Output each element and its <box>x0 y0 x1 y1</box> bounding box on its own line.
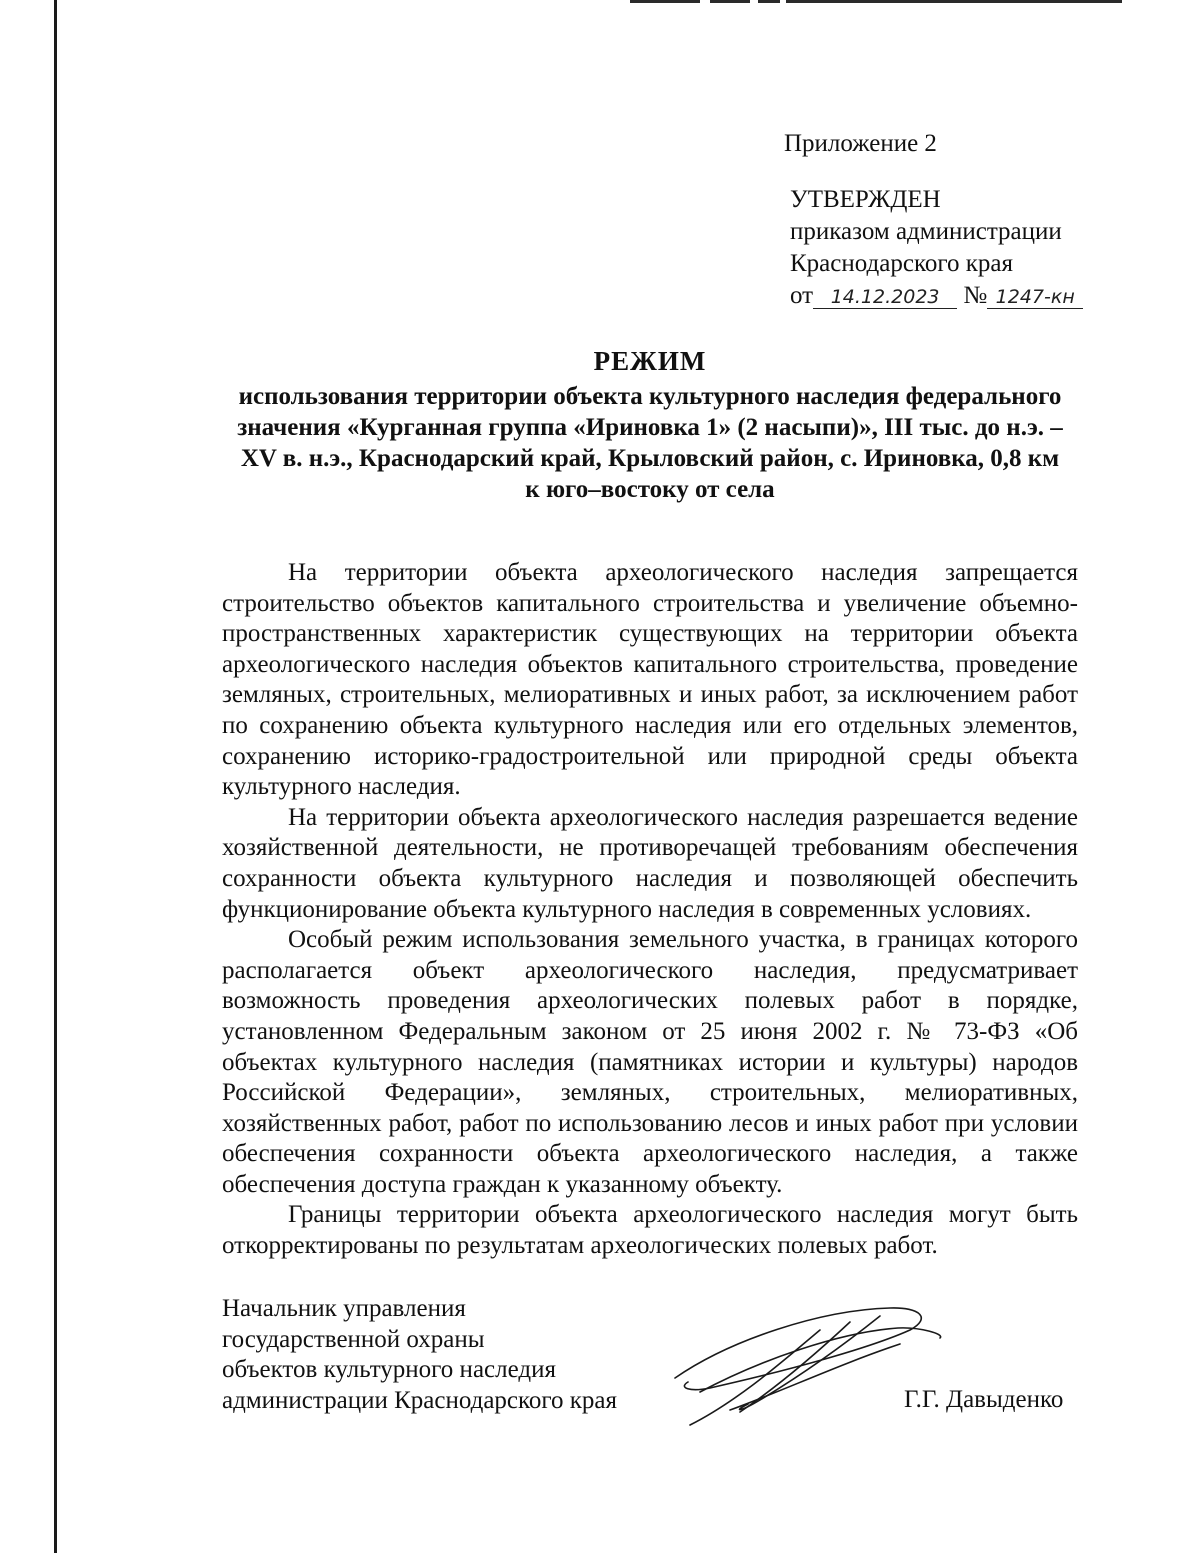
order-date-number-line <box>790 280 1162 312</box>
signatory-position <box>222 1294 617 1416</box>
body-paragraph-2: На территории объекта археологического наследия разрешается ведение хозяйственной деятельности, не противоречащей требованиям обеспечения сохранности объекта культурного наследия и позволяющей обеспечить функционирование объекта культурного наследия в современных условиях. <box>222 803 1078 923</box>
body-paragraph-1: На территории объекта археологического наследия запрещается строительство объектов капитального строительства и увеличение объемно-пространственных характеристик существующих на территории объекта археологического наследия объектов капитального строительства, проведение земляных, строительных, мелиоративных и иных работ, за исключением работ по сохранению объекта культурного наследия или его отдельных элементов, сохранению историко-градостроительной или природной среды объекта культурного наследия. <box>222 559 1078 801</box>
handwritten-order-number: 1247-кн <box>987 286 1083 309</box>
body-paragraph-3: Особый режим использования земельного участка, в границах которого располагается объект археологического наследия, предусматривает возможность проведения археологических полевых работ в порядке, установленном Федеральным законом от 25 июня 2002 г. № 73-ФЗ «Об объектах культурного наследия (памятниках истории и культуры) народов Российской Федерации», земляных, строительных, мелиоративных, хозяйственных работ, работ по использованию лесов и иных работ при условии обеспечения сохранности объекта археологического наследия, а также обеспечения доступа граждан к указанному объекту. <box>222 926 1078 1198</box>
handwritten-date: 14.12.2023 <box>813 286 957 309</box>
title-line-1: использования территории объекта культурного наследия федерального <box>238 383 1062 410</box>
title-line-2: значения «Курганная группа «Ириновка 1» (2 насыпи)», III тыс. до н.э. – <box>237 414 1063 441</box>
signatory-name: Г.Г. Давыденко <box>904 1386 1064 1413</box>
scan-left-edge <box>54 0 57 1553</box>
appendix-label: Приложение 2 <box>784 130 937 157</box>
signatory-position-line-4: администрации Краснодарского края <box>222 1386 618 1414</box>
signatory-position-line-2: государственной охраны <box>222 1325 485 1353</box>
scan-top-edge <box>630 0 1122 3</box>
approved-by-line-2: Краснодарского края <box>790 250 1013 277</box>
title-subtitle <box>200 381 1100 505</box>
number-prefix: № <box>963 282 988 309</box>
title-line-3: XV в. н.э., Краснодарский край, Крыловский район, с. Ириновка, 0,8 км <box>240 445 1060 472</box>
document-title <box>200 346 1100 505</box>
body-paragraph-4: Границы территории объекта археологического наследия могут быть откорректированы по результатам археологических полевых работ. <box>222 1201 1078 1260</box>
title-main-word: РЕЖИМ <box>593 346 707 376</box>
approved-label: УТВЕРЖДЕН <box>790 186 941 213</box>
approved-by-line-1: приказом администрации <box>790 218 1062 245</box>
approval-stamp-block <box>782 128 1162 312</box>
date-prefix: от <box>790 282 814 309</box>
title-line-4: к юго–востоку от села <box>525 476 775 503</box>
signatory-position-line-3: объектов культурного наследия <box>222 1356 556 1383</box>
document-body <box>222 558 1078 1262</box>
signatory-position-line-1: Начальник управления <box>222 1295 466 1322</box>
